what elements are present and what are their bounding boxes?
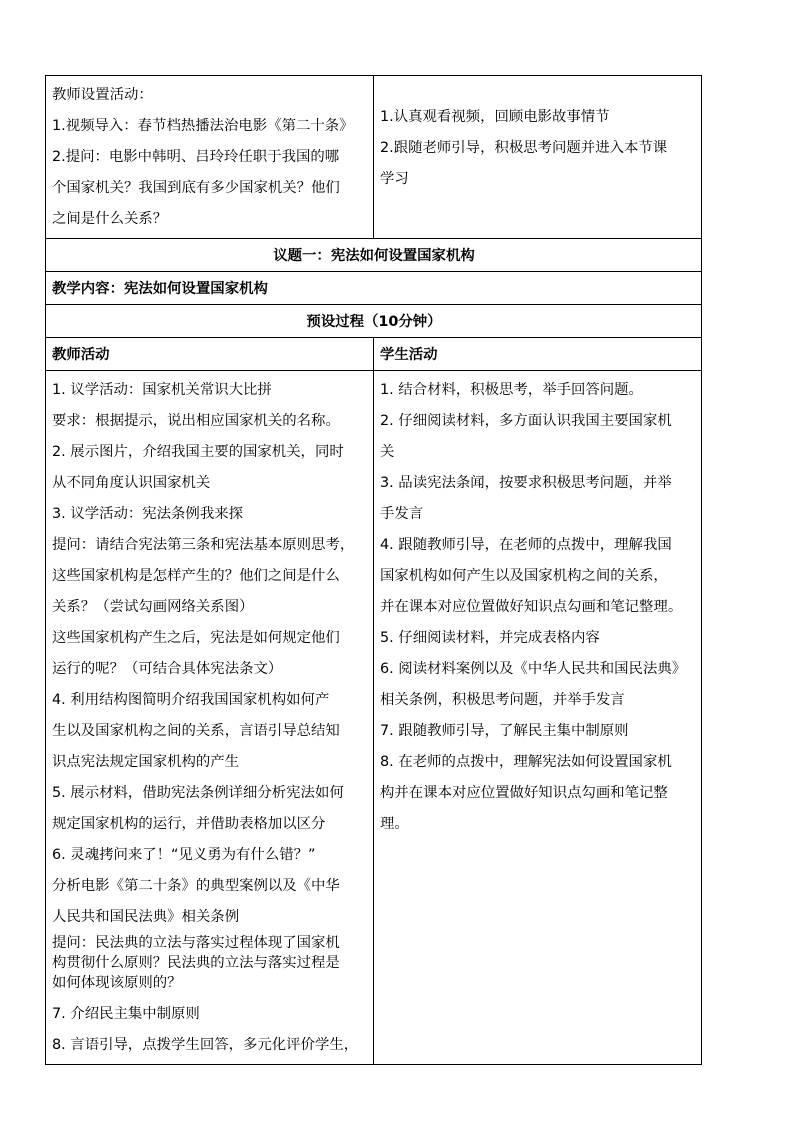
teacher-line: 关系？（尝试勾画网络关系图） xyxy=(52,599,254,615)
student-line: 8. 在老师的点拨中，理解宪法如何设置国家机 xyxy=(380,754,672,770)
student-line: 构并在课本对应位置做好知识点勾画和笔记整 xyxy=(380,785,668,801)
intro-teacher-line: 1.视频导入：春节档热播法治电影《第二十条》 xyxy=(52,118,354,134)
intro-teacher-cell xyxy=(46,76,374,239)
student-line: 并在课本对应位置做好知识点勾画和笔记整理。 xyxy=(380,599,683,615)
process-row xyxy=(46,305,702,338)
intro-student-line: 学习 xyxy=(380,171,409,187)
student-line: 4. 跟随教师引导，在老师的点拨中，理解我国 xyxy=(380,537,672,553)
teacher-line: 这些国家机构产生之后，宪法是如何规定他们 xyxy=(52,630,340,646)
lesson-plan-table xyxy=(45,75,702,1065)
student-line: 国家机构如何产生以及国家机构之间的关系， xyxy=(380,568,668,584)
student-line: 7. 跟随教师引导，了解民主集中制原则 xyxy=(380,723,629,739)
teacher-line: 1. 议学活动：国家机关常识大比拼 xyxy=(52,382,272,398)
teacher-line: 从不同角度认识国家机关 xyxy=(52,475,211,491)
intro-teacher-line: 个国家机关？我国到底有多少国家机关？他们 xyxy=(52,180,340,196)
student-activity-header: 学生活动 xyxy=(374,338,702,371)
teacher-question-line: 提问：民法典的立法与落实过程体现了国家机 xyxy=(52,935,340,951)
teacher-line: 运行的呢？（可结合具体宪法条文） xyxy=(52,661,283,677)
teacher-line: 分析电影《第二十条》的典型案例以及《中华 xyxy=(52,878,340,894)
teacher-line: 5. 展示材料，借助宪法条例详细分析宪法如何 xyxy=(52,785,344,801)
process-title: 预设过程（10分钟） xyxy=(46,305,702,338)
student-line: 3. 品读宪法条闻，按要求积极思考问题，并举 xyxy=(380,475,672,491)
teacher-question-line: 如何体现该原则的？ xyxy=(52,975,182,991)
teacher-line: 4. 利用结构图简明介绍我国国家机构如何产 xyxy=(52,692,330,708)
teacher-line: 3. 议学活动：宪法条例我来探 xyxy=(52,506,243,522)
teaching-content-row xyxy=(46,272,702,305)
teacher-line: 识点宪法规定国家机构的产生 xyxy=(52,754,240,770)
teacher-activity-cell xyxy=(46,371,374,1065)
student-line: 关 xyxy=(380,444,395,460)
teacher-line: 人民共和国民法典》相关条例 xyxy=(52,909,240,925)
intro-row xyxy=(46,76,702,239)
student-activity-cell xyxy=(374,371,702,1065)
topic-row xyxy=(46,239,702,272)
intro-teacher-line: 教师设置活动： xyxy=(52,87,153,103)
teacher-line: 2. 展示图片，介绍我国主要的国家机关，同时 xyxy=(52,444,344,460)
intro-student-cell xyxy=(374,76,702,239)
student-line: 1. 结合材料，积极思考，举手回答问题。 xyxy=(380,382,643,398)
student-line: 6. 阅读材料案例以及《中华人民共和国民法典》 xyxy=(380,661,687,677)
student-line: 理。 xyxy=(380,816,409,832)
topic-title: 议题一：宪法如何设置国家机构 xyxy=(46,239,702,272)
intro-teacher-line: 之间是什么关系？ xyxy=(52,211,168,227)
student-line: 2. 仔细阅读材料，多方面认识我国主要国家机 xyxy=(380,413,672,429)
teacher-line: 规定国家机构的运行，并借助表格加以区分 xyxy=(52,816,326,832)
student-line: 相关条例，积极思考问题，并举手发言 xyxy=(380,692,625,708)
teacher-line: 7. 介绍民主集中制原则 xyxy=(52,1006,200,1022)
intro-student-line: 1.认真观看视频，回顾电影故事情节 xyxy=(380,109,610,125)
student-line: 5. 仔细阅读材料，并完成表格内容 xyxy=(380,630,600,646)
teacher-line: 生以及国家机构之间的关系，言语引导总结知 xyxy=(52,723,340,739)
teacher-activity-header: 教师活动 xyxy=(46,338,374,371)
teacher-line: 这些国家机构是怎样产生的？他们之间是什么 xyxy=(52,568,340,584)
intro-teacher-line: 2.提问：电影中韩明、吕玲玲任职于我国的哪 xyxy=(52,149,340,165)
teacher-line: 提问：请结合宪法第三条和宪法基本原则思考， xyxy=(52,537,355,553)
teacher-line: 要求：根据提示，说出相应国家机关的名称。 xyxy=(52,413,340,429)
teacher-question-line: 构贯彻什么原则？民法典的立法与落实过程是 xyxy=(52,955,340,971)
teaching-content: 教学内容：宪法如何设置国家机构 xyxy=(46,272,702,305)
intro-student-line: 2.跟随老师引导，积极思考问题并进入本节课 xyxy=(380,140,668,156)
header-row xyxy=(46,338,702,371)
teacher-line: 8. 言语引导，点拨学生回答，多元化评价学生， xyxy=(52,1037,359,1053)
activity-row xyxy=(46,371,702,1065)
student-line: 手发言 xyxy=(380,506,424,522)
teacher-line: 6. 灵魂拷问来了！“见义勇为有什么错？” xyxy=(52,847,316,863)
